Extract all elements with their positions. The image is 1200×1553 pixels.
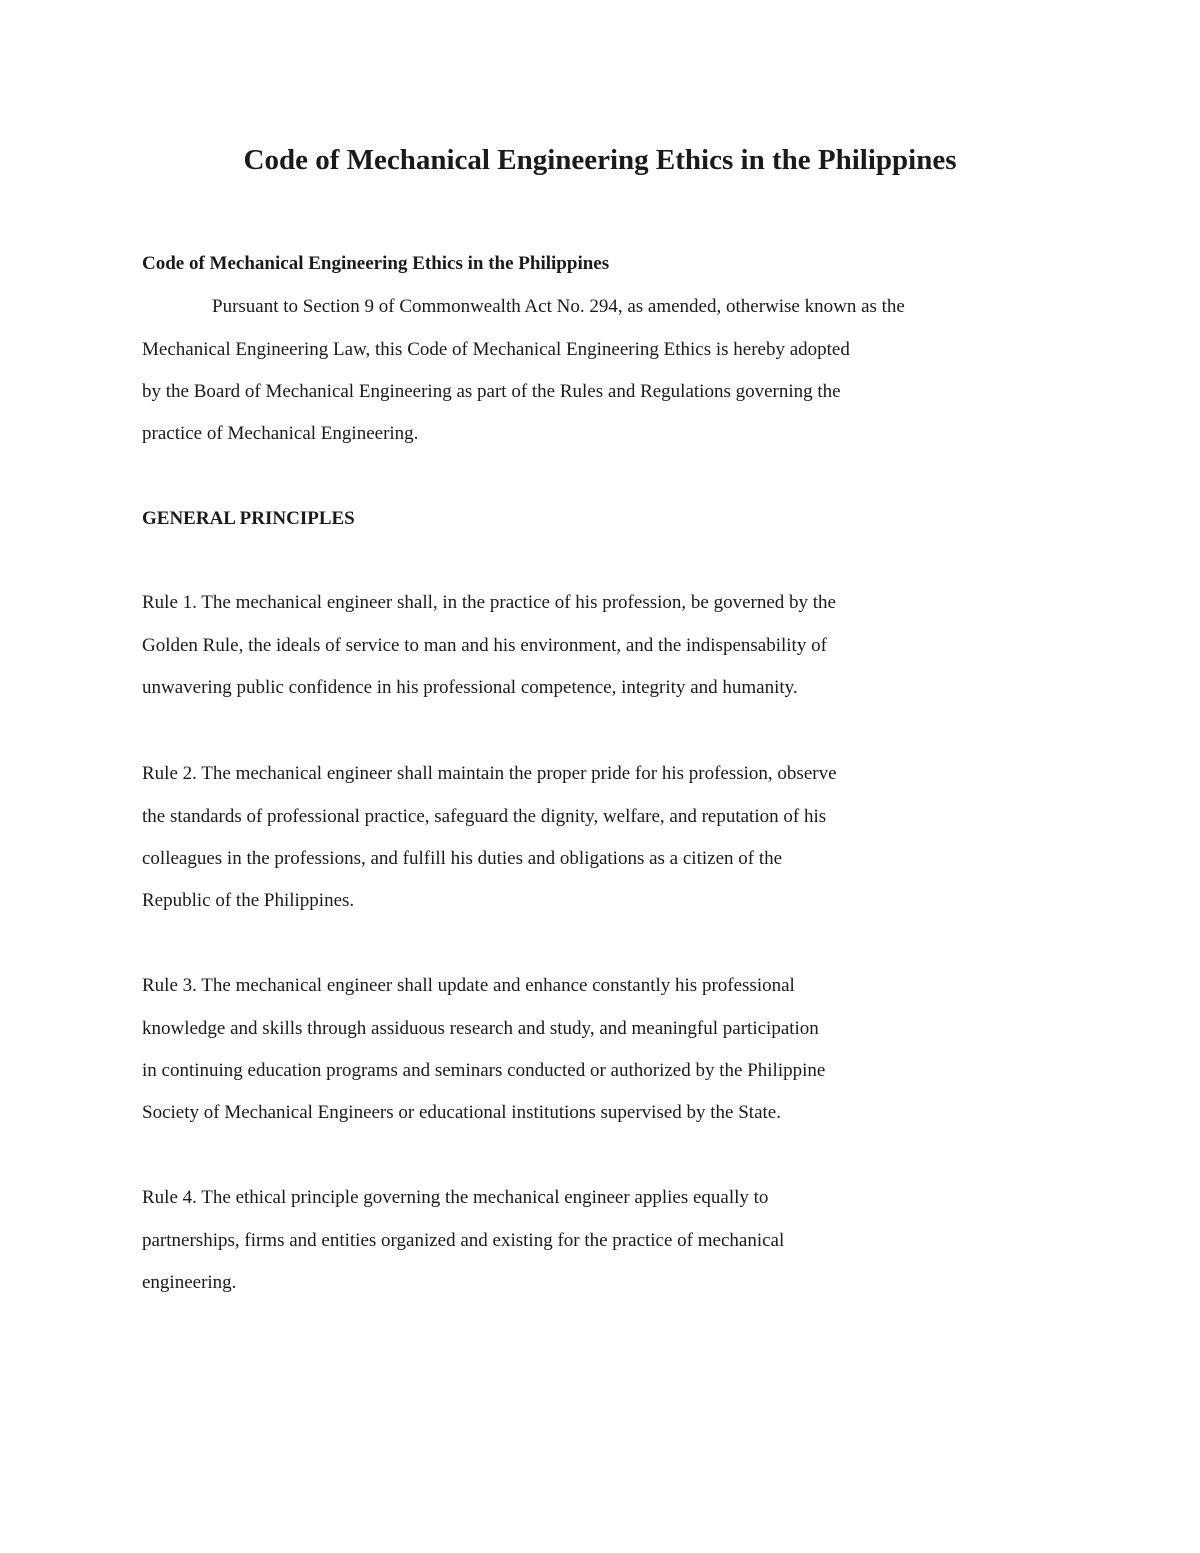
- rule-2-line-1: Rule 2. The mechanical engineer shall maintain the proper pride for his profession, observe: [142, 763, 837, 784]
- rule-1-line-1: Rule 1. The mechanical engineer shall, in the practice of his profession, be governed by the: [142, 592, 836, 613]
- rule-3-line-4: Society of Mechanical Engineers or educational institutions supervised by the State.: [142, 1102, 781, 1123]
- preamble-line-3: by the Board of Mechanical Engineering as part of the Rules and Regulations governing the: [142, 381, 841, 402]
- section-heading-general-principles: GENERAL PRINCIPLES: [142, 508, 355, 529]
- rule-2-line-2: the standards of professional practice, safeguard the dignity, welfare, and reputation of his: [142, 806, 827, 827]
- rule-1-line-2: Golden Rule, the ideals of service to man and his environment, and the indispensability of: [142, 635, 827, 656]
- preamble-line-2: Mechanical Engineering Law, this Code of Mechanical Engineering Ethics is hereby adopted: [142, 339, 850, 360]
- rule-3-line-3: in continuing education programs and seminars conducted or authorized by the Philippine: [142, 1060, 826, 1081]
- document-subtitle: Code of Mechanical Engineering Ethics in the Philippines: [142, 253, 610, 274]
- preamble-line-1: Pursuant to Section 9 of Commonwealth Act No. 294, as amended, otherwise known as the: [212, 296, 905, 317]
- rule-2-line-3: colleagues in the professions, and fulfill his duties and obligations as a citizen of the: [142, 848, 783, 869]
- rule-2-line-4: Republic of the Philippines.: [142, 890, 355, 911]
- preamble-line-4: practice of Mechanical Engineering.: [142, 423, 419, 444]
- rule-1-line-3: unwavering public confidence in his professional competence, integrity and humanity.: [142, 677, 798, 698]
- rule-4-line-2: partnerships, firms and entities organized and existing for the practice of mechanical: [142, 1230, 785, 1251]
- rule-4-line-3: engineering.: [142, 1272, 237, 1293]
- rule-3-line-1: Rule 3. The mechanical engineer shall update and enhance constantly his professional: [142, 975, 795, 996]
- rule-3-line-2: knowledge and skills through assiduous research and study, and meaningful participation: [142, 1018, 819, 1039]
- document-title: Code of Mechanical Engineering Ethics in the Philippines: [243, 144, 957, 176]
- rule-4-line-1: Rule 4. The ethical principle governing the mechanical engineer applies equally to: [142, 1187, 769, 1208]
